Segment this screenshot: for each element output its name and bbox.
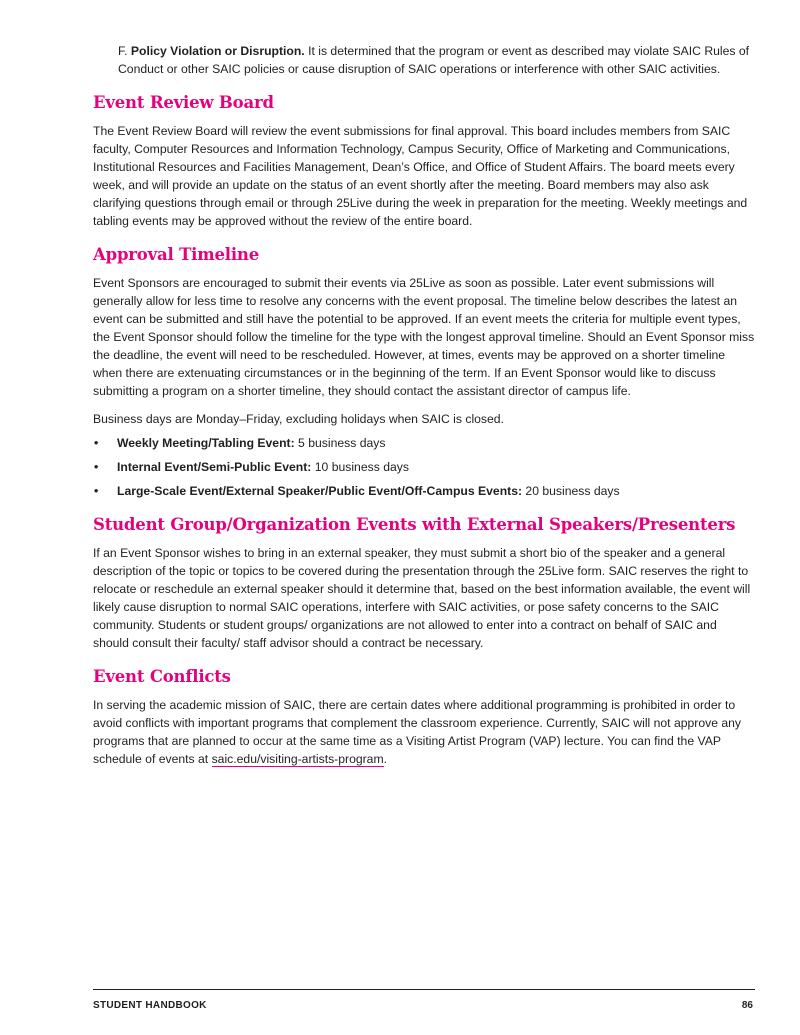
policy-title: Policy Violation or Disruption. [130, 44, 305, 58]
event-conflicts-body [93, 696, 755, 768]
timeline-item-value: 20 business days [522, 484, 620, 498]
event-conflicts-text: In serving the academic mission of SAIC, there are certain dates where additional programming is prohibited in order to avoid conflicts with important programs that complement the classroom experience. Currently, SAIC will not approve any programs that are planned to occur at the same time as a Visiting Artist Program (VAP) lecture. You can find the VAP schedule of events at [93, 698, 742, 766]
event-review-board-section [93, 92, 755, 230]
vap-schedule-link[interactable]: saic.edu/visiting-artists-program [211, 752, 384, 766]
list-item [93, 434, 755, 452]
page-footer [93, 989, 755, 1011]
footer-title: STUDENT HANDBOOK [93, 1000, 207, 1011]
approval-timeline-section [93, 244, 755, 500]
approval-timeline-body: Event Sponsors are encouraged to submit their events via 25Live as soon as possible. Later event submissions will generally allow for less time to resolve any concerns with the event proposal. The timeline below describes the latest an event can be submitted and still have the potential to be approved. If an event meets the criteria for multiple event types, the Event Sponsor should follow the timeline for the type with the longest approval timeline. Should an Event Sponsor miss the deadline, the event will need to be rescheduled. However, at times, events may be approved on a shorter timeline when there are extenuating circumstances or in the beginning of the term. If an Event Sponsor would like to discuss submitting a program on a shorter timeline, they should contact the assistant director of campus life. [93, 276, 755, 398]
event-conflicts-heading: Event Conflicts [93, 667, 231, 686]
page-number: 86 [741, 1000, 753, 1011]
event-review-board-heading: Event Review Board [93, 93, 274, 112]
external-speakers-body: If an Event Sponsor wishes to bring in an external speaker, they must submit a short bio of the speaker and a general description of the topic or topics to be covered during the presentation through the 25Live form. SAIC reserves the right to relocate or reschedule an external speaker should it determine that, based on the best information available, the event will likely cause disruption to normal SAIC operations, interfere with SAIC activities, or pose safety concerns to the SAIC community. Students or student groups/ organizations are not allowed to enter into a contract on behalf of SAIC and should consult their faculty/ staff advisor should a contract be necessary. [93, 546, 751, 650]
event-conflicts-section [93, 666, 755, 768]
policy-text: It is determined that the program or event as described may violate SAIC Rules of Conduct or other SAIC policies or cause disruption of SAIC operations or interference with other SAIC activities. [118, 44, 750, 76]
policy-violation-item [93, 42, 755, 78]
event-conflicts-end: . [383, 752, 388, 766]
timeline-item-value: 10 business days [311, 460, 409, 474]
timeline-item-label: Internal Event/Semi-Public Event: [117, 460, 312, 474]
timeline-item-label: Weekly Meeting/Tabling Event: [117, 436, 295, 450]
handbook-page [93, 42, 755, 782]
bullet-icon: • [94, 484, 99, 498]
business-days-note: Business days are Monday–Friday, excluding holidays when SAIC is closed. [93, 412, 504, 426]
list-item [93, 458, 755, 476]
bullet-icon: • [94, 460, 99, 474]
timeline-item-value: 5 business days [294, 436, 386, 450]
timeline-list [93, 434, 755, 500]
event-review-board-body: The Event Review Board will review the event submissions for final approval. This board includes members from SAIC faculty, Computer Resources and Information Technology, Campus Security, Office of Marketing and Communications, Institutional Resources and Facilities Management, Dean’s Office, and Office of Student Affairs. The board meets every week, and will provide an update on the status of an event shortly after the meeting. Board members may also ask clarifying questions through email or through 25Live during the week in preparation for the meeting. Weekly meetings and tabling events may be approved without the review of the entire board. [93, 124, 748, 228]
external-speakers-section [93, 514, 755, 652]
approval-timeline-heading: Approval Timeline [93, 245, 259, 264]
list-item [93, 482, 755, 500]
external-speakers-heading: Student Group/Organization Events with External Speakers/Presenters [93, 515, 736, 534]
policy-prefix: F. [118, 44, 131, 58]
timeline-item-label: Large-Scale Event/External Speaker/Public Event/Off-Campus Events: [117, 484, 523, 498]
bullet-icon: • [94, 436, 99, 450]
